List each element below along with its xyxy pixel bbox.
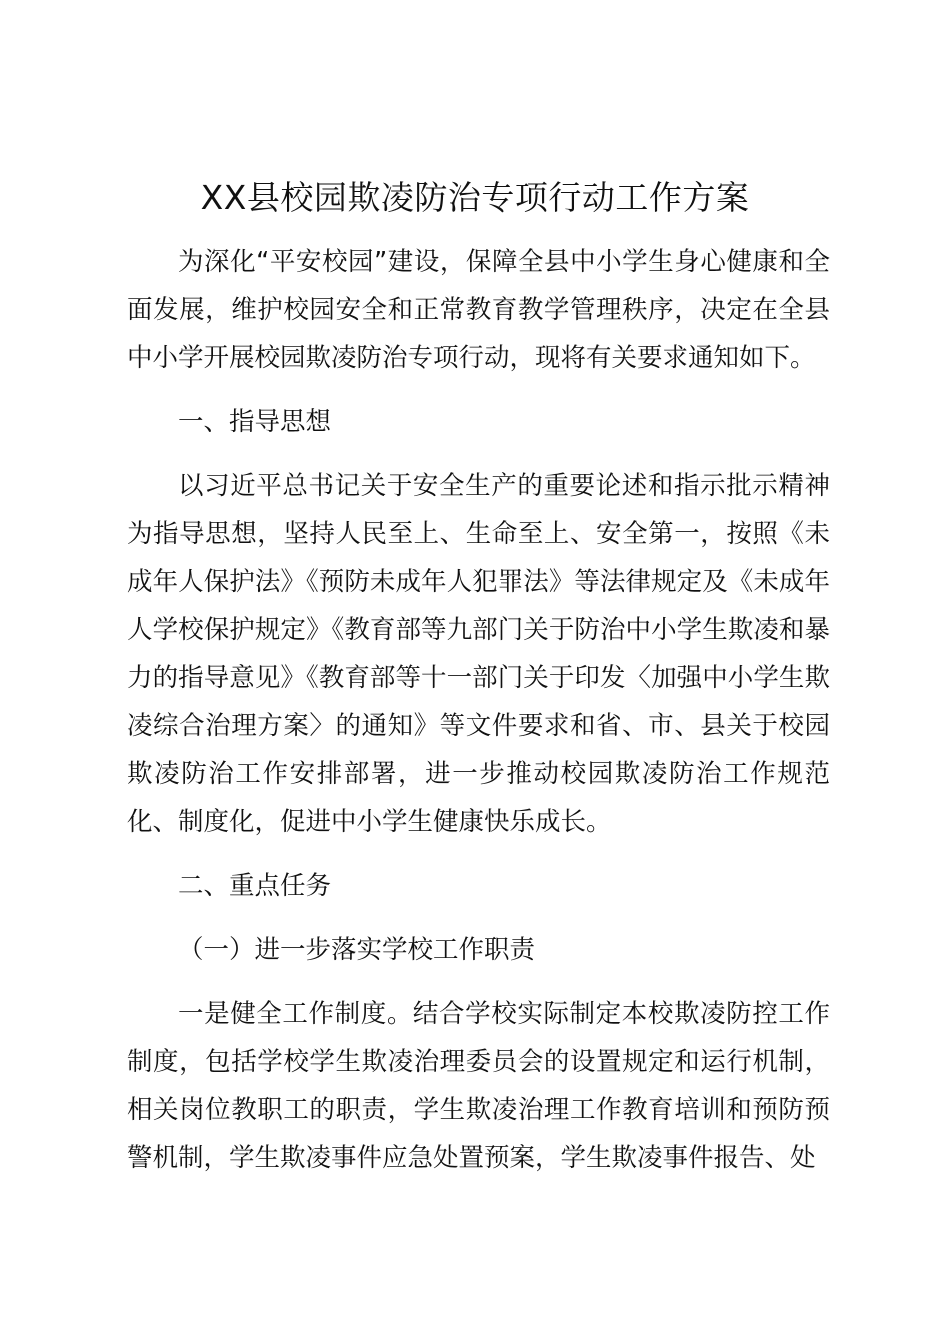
paragraph-intro: 为深化“平安校园”建设，保障全县中小学生身心健康和全面发展，维护校园安全和正常教育教学管理秩序，决定在全县中小学开展校园欺凌防治专项行动，现将有关要求通知如下。 — [127, 247, 830, 373]
subsection-heading-school-duties: （一）进一步落实学校工作职责 — [178, 935, 536, 965]
document-title: XX县校园欺凌防治专项行动工作方案 — [200, 178, 750, 217]
document-body — [127, 238, 830, 1182]
paragraph-guiding-ideology: 以习近平总书记关于安全生产的重要论述和指示批示精神为指导思想，坚持人民至上、生命至上、安全第一，按照《未成年人保护法》《预防未成年人犯罪法》等法律规定及《未成年人学校保护规定》《教育部等九部门关于防治中小学生欺凌和暴力的指导意见》《教育部等十一部门关于印发〈加强中小学生欺凌综合治理方案〉的通知》等文件要求和省、市、县关于校园欺凌防治工作安排部署，进一步推动校园欺凌防治工作规范化、制度化，促进中小学生健康快乐成长。 — [127, 471, 830, 837]
section-heading-key-tasks: 二、重点任务 — [178, 871, 332, 901]
section-heading-guiding-ideology: 一、指导思想 — [178, 407, 332, 437]
paragraph-work-system: 一是健全工作制度。结合学校实际制定本校欺凌防控工作制度，包括学校学生欺凌治理委员会的设置规定和运行机制，相关岗位教职工的职责，学生欺凌治理工作教育培训和预防预警机制，学生欺凌事件应急处置预案，学生欺凌事件报告、处 — [127, 999, 830, 1173]
